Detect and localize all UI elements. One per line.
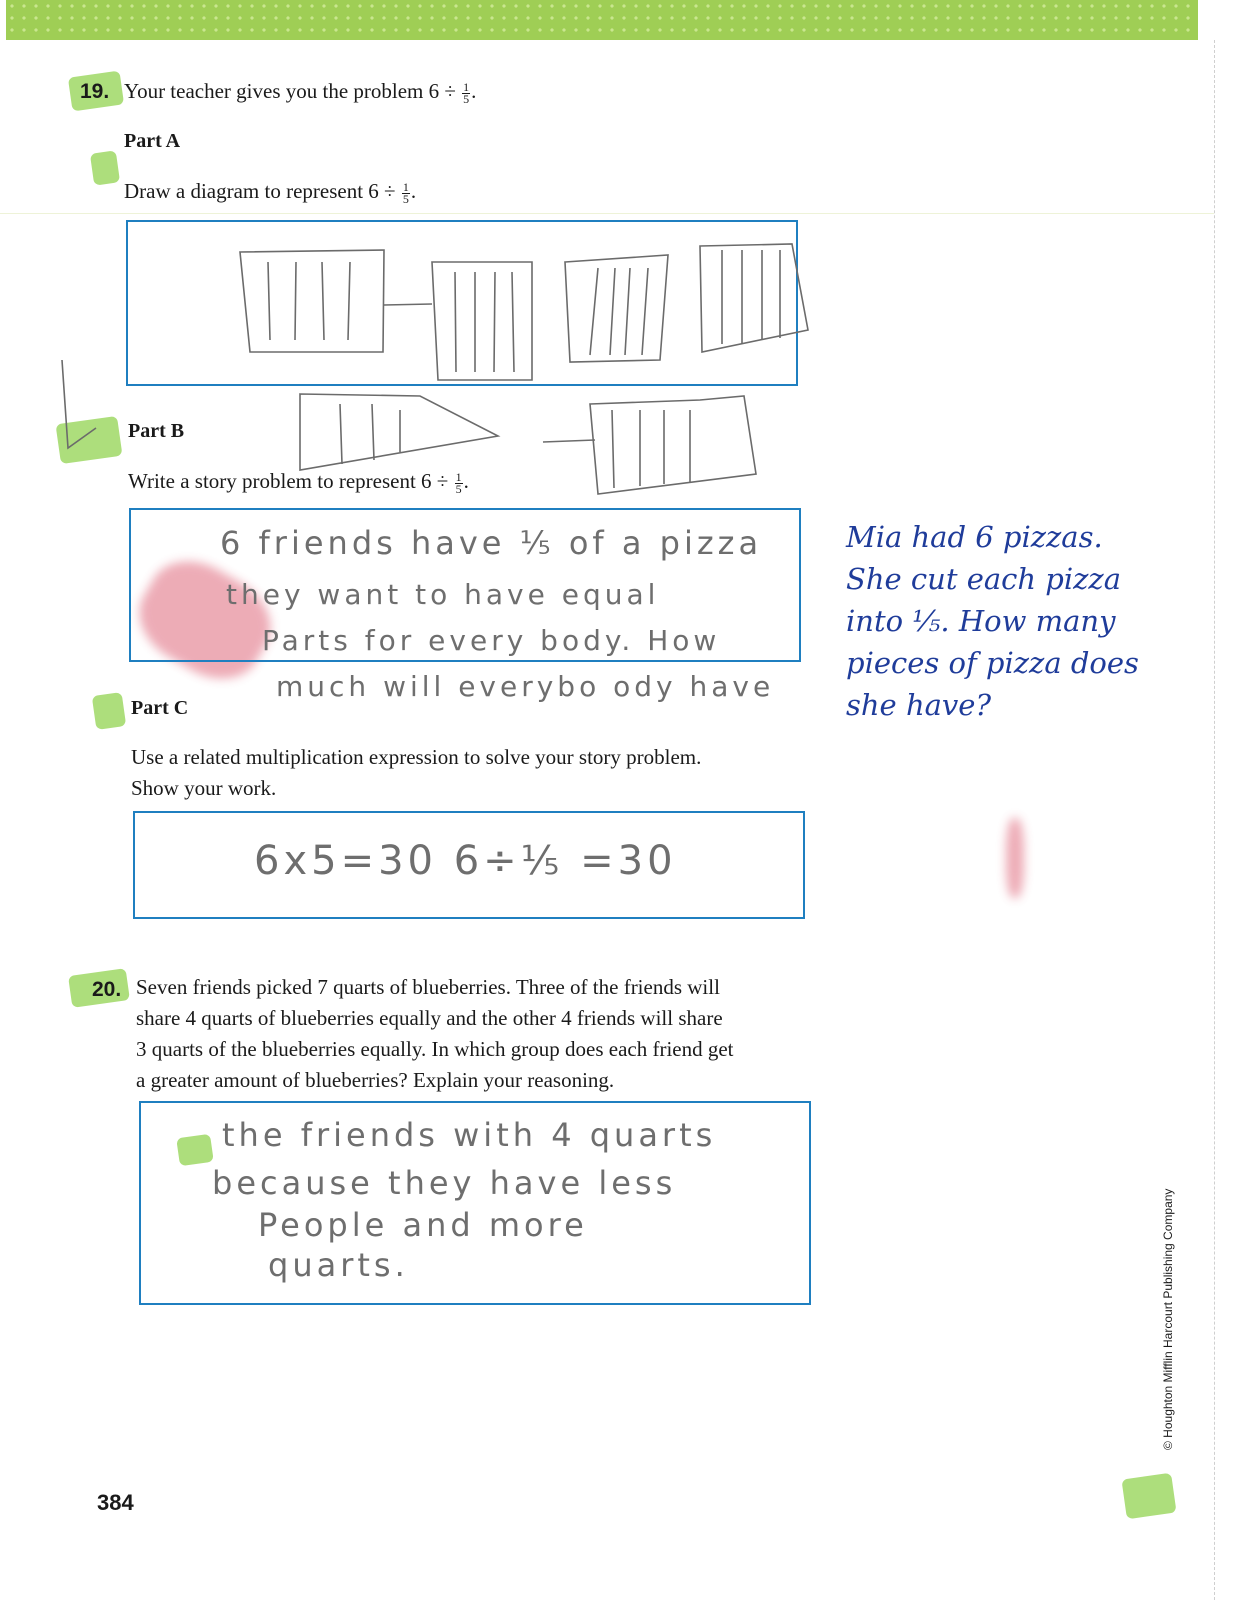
part-a-label: Part A: [124, 130, 181, 152]
part-c-instruction: Use a related multiplication expression to solve your story problem. Show your work.: [131, 745, 702, 800]
fraction: $\frac{1}{5}$: [463, 79, 470, 106]
student-answer-line: quarts.: [268, 1246, 409, 1284]
fraction: $\frac{1}{5}$: [455, 469, 462, 496]
teacher-note-line: pieces of pizza does: [846, 646, 1139, 680]
student-answer-line: much will everybo ody have: [276, 670, 775, 703]
student-answer-line: Parts for every body. How: [262, 624, 721, 657]
teacher-note-line: She cut each pizza: [846, 562, 1121, 596]
student-answer-line: they want to have equal: [226, 578, 660, 611]
student-answer-line: the friends with 4 quarts: [222, 1116, 717, 1154]
student-answer-line: 6 friends have ⅕ of a pizza: [220, 524, 763, 562]
teacher-note: [846, 516, 1176, 726]
question-number: 19.: [80, 80, 110, 103]
part-a-instruction: Draw a diagram to represent 6 ÷ $\frac{1}{5}$ .: [124, 179, 417, 206]
student-answer-line: because they have less: [212, 1164, 677, 1202]
fraction: $\frac{1}{5}$: [402, 179, 409, 206]
teacher-note-line: Mia had 6 pizzas.: [846, 520, 1103, 554]
page-number: 384: [97, 1490, 134, 1515]
part-c-label: Part C: [131, 697, 189, 719]
teacher-note-line: into ⅕. How many: [846, 604, 1116, 638]
part-b-instruction: Write a story problem to represent 6 ÷ $\frac{1}{5}$ .: [128, 469, 469, 496]
question-number: 20.: [92, 978, 122, 1001]
question-19-prompt: Your teacher gives you the problem 6 ÷ $\frac{1}{5}$ .: [124, 79, 477, 106]
copyright-notice: © Houghton Mifflin Harcourt Publishing Company: [1161, 1188, 1175, 1450]
part-b-label: Part B: [128, 420, 185, 442]
question-20-prompt: Seven friends picked 7 quarts of blueberries. Three of the friends will share 4 quarts of blueberries equally and the other 4 friends will share 3 quarts of the blueberries equally. In which group does each friend get a greater amount of blueberries? Explain your reasoning.: [136, 975, 734, 1092]
teacher-note-line: she have?: [846, 688, 991, 722]
student-work: 6x5=30 6÷⅕ =30: [254, 838, 677, 884]
student-answer-line: People and more: [258, 1206, 588, 1244]
